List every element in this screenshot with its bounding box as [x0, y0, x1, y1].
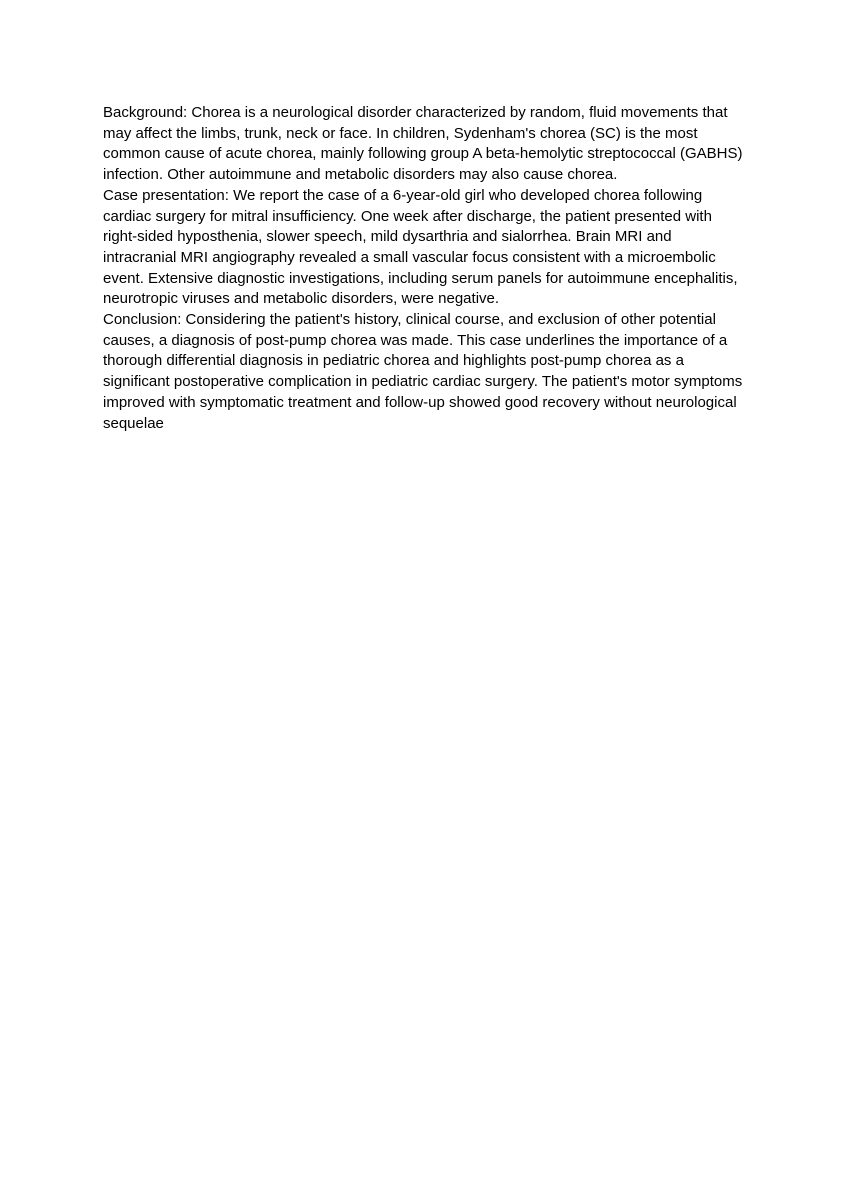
paragraph-background: Background: Chorea is a neurological disorder characterized by random, fluid movements that may affect the limbs, trunk, neck or face. In children, Sydenham's chorea (SC) is the most common cause of acute chorea, mainly following group A beta-hemolytic streptococcal (GABHS) infection. Other autoimmune and metabolic disorders may also cause chorea. — [103, 104, 743, 184]
document-page — [103, 103, 748, 434]
paragraph-conclusion: Conclusion: Considering the patient's history, clinical course, and exclusion of other potential causes, a diagnosis of post-pump chorea was made. This case underlines the importance of a thorough differential diagnosis in pediatric chorea and highlights post-pump chorea as a significant postoperative complication in pediatric cardiac surgery. The patient's motor symptoms improved with symptomatic treatment and follow-up showed good recovery without neurological sequelae — [103, 311, 743, 432]
paragraph-case-presentation: Case presentation: We report the case of a 6-year-old girl who developed chorea following cardiac surgery for mitral insufficiency. One week after discharge, the patient presented with right-sided hyposthenia, slower speech, mild dysarthria and sialorrhea. Brain MRI and intracranial MRI angiography revealed a small vascular focus consistent with a microembolic event. Extensive diagnostic investigations, including serum panels for autoimmune encephalitis, neurotropic viruses and metabolic disorders, were negative. — [103, 186, 738, 308]
